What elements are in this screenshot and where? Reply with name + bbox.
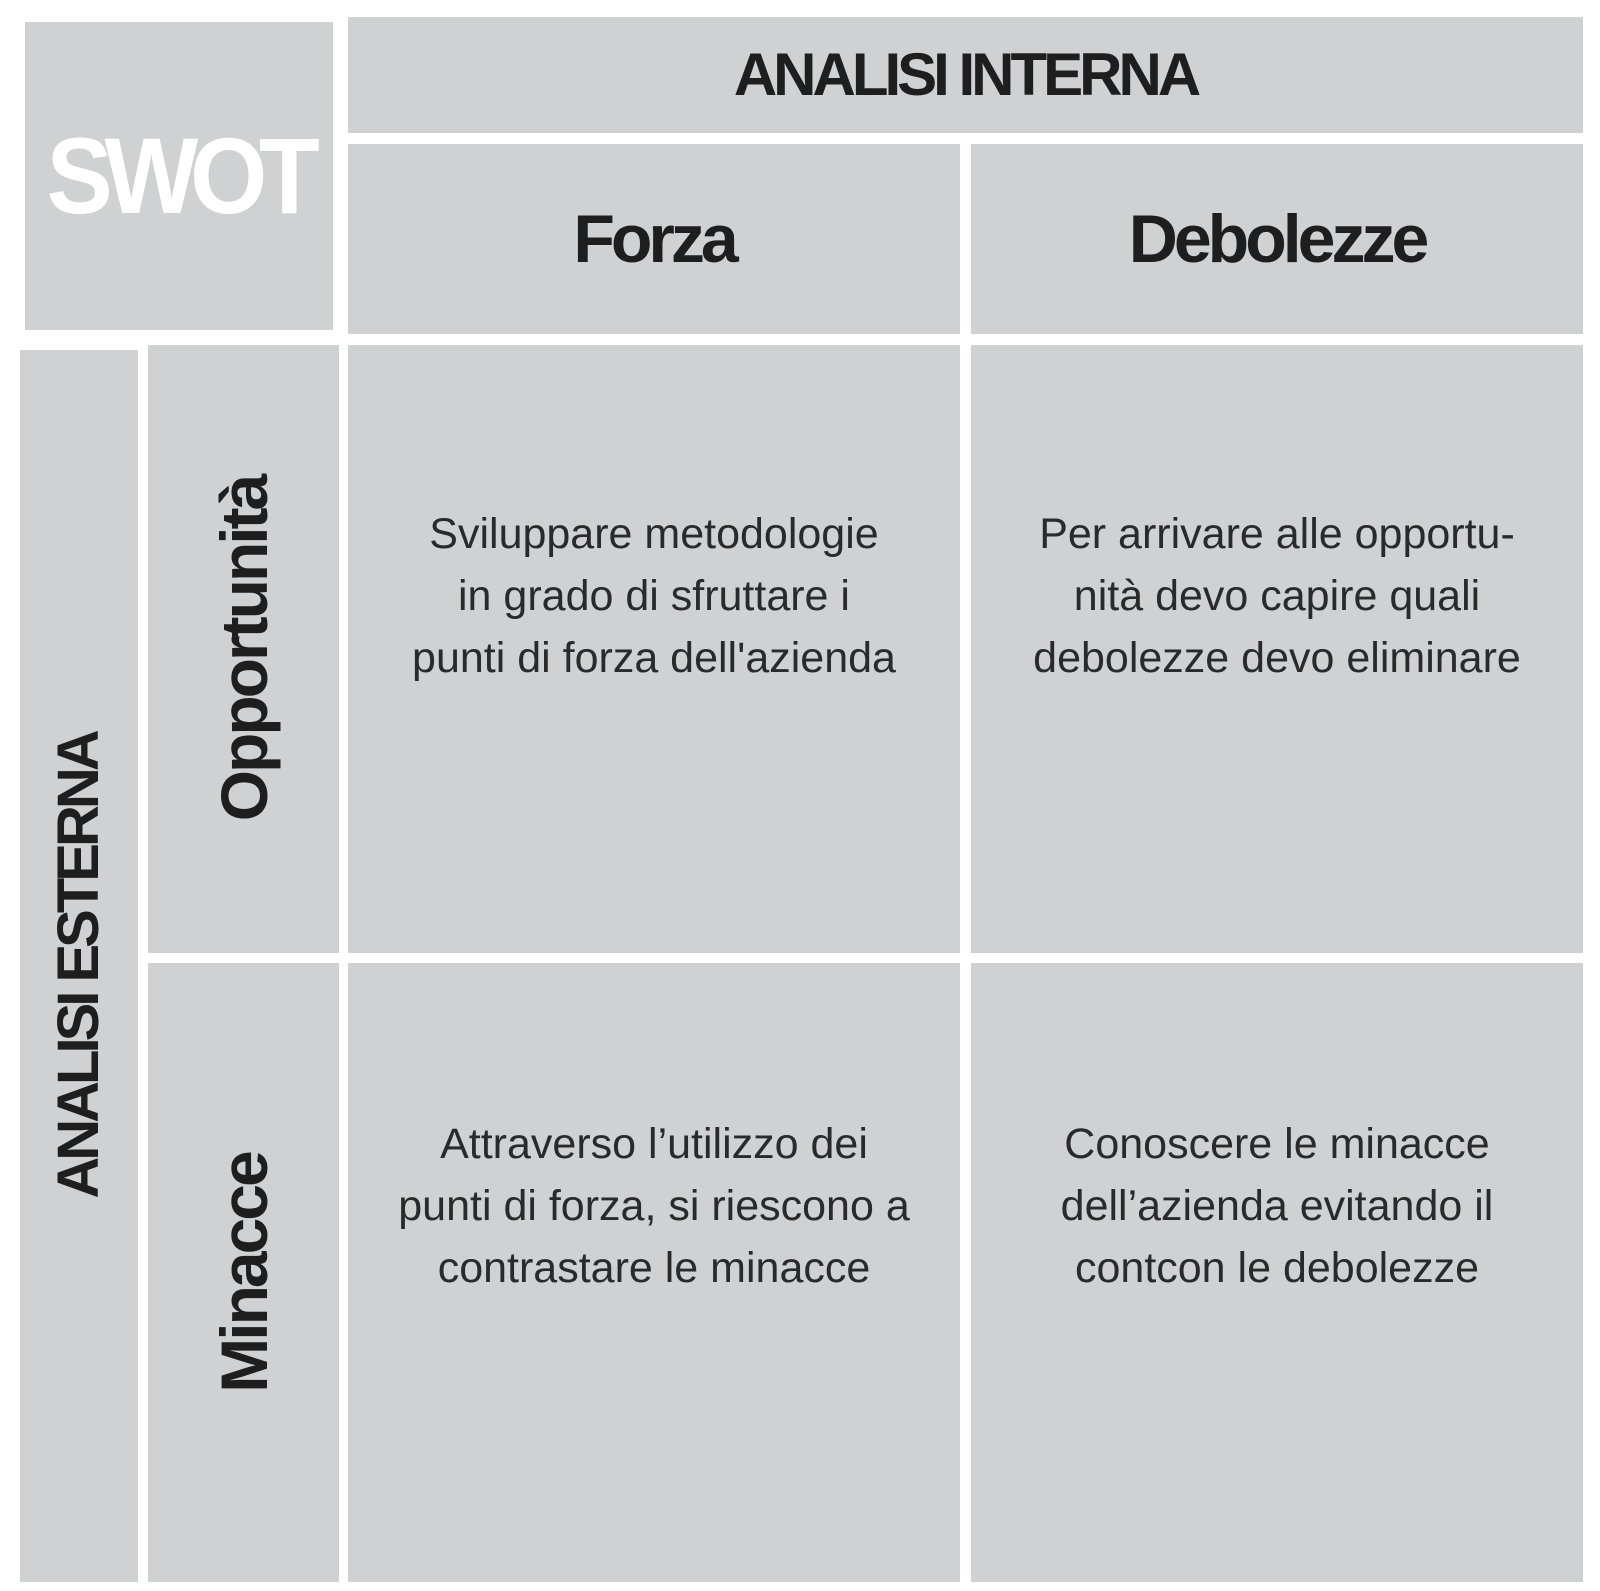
swot-corner-cell [25,22,333,330]
external-analysis-label: ANALISI ESTERNA [46,733,111,1199]
quadrant-text-line: Conoscere le minacce [1064,1120,1490,1168]
quadrant-text [1033,503,1521,953]
quadrant-text-line: Sviluppare metodologie [429,510,879,558]
internal-analysis-header [348,17,1583,133]
quadrant-text-line: punti di forza, si riescono a [398,1182,910,1230]
quadrant-text [1061,1113,1494,1582]
internal-analysis-label: ANALISI INTERNA [733,41,1198,108]
row-header-minacce [148,963,339,1582]
quadrant-text-line: nità devo capire quali [1073,572,1481,620]
quadrant-forza-minacce [348,963,960,1582]
quadrant-text [398,1113,910,1582]
quadrant-debolezze-opportunita [971,345,1583,953]
quadrant-text-line: Attraverso l’utilizzo dei [440,1120,868,1168]
quadrant-text-line: in grado di sfruttare i [458,572,850,620]
quadrant-text [412,503,896,953]
column-label-forza: Forza [573,201,735,277]
row-label-minacce: Minacce [206,1152,281,1393]
quadrant-text-line: punti di forza dell'azienda [412,634,896,682]
row-label-opportunita: Opportunità [206,476,281,822]
quadrant-forza-opportunita [348,345,960,953]
column-header-debolezze [971,144,1583,334]
row-header-opportunita [148,345,339,953]
quadrant-text-line: Per arrivare alle opportu- [1039,510,1515,558]
quadrant-debolezze-minacce [971,963,1583,1582]
column-header-forza [348,144,960,334]
quadrant-text-line: debolezze devo eliminare [1033,634,1521,682]
swot-title: SWOT [46,115,312,236]
quadrant-text-line: dell’azienda evitando il [1060,1182,1494,1230]
external-analysis-header [20,350,138,1582]
column-label-debolezze: Debolezze [1128,201,1426,277]
quadrant-text-line: contcon le debolezze [1074,1244,1479,1292]
quadrant-text-line: contrastare le minacce [437,1244,871,1292]
